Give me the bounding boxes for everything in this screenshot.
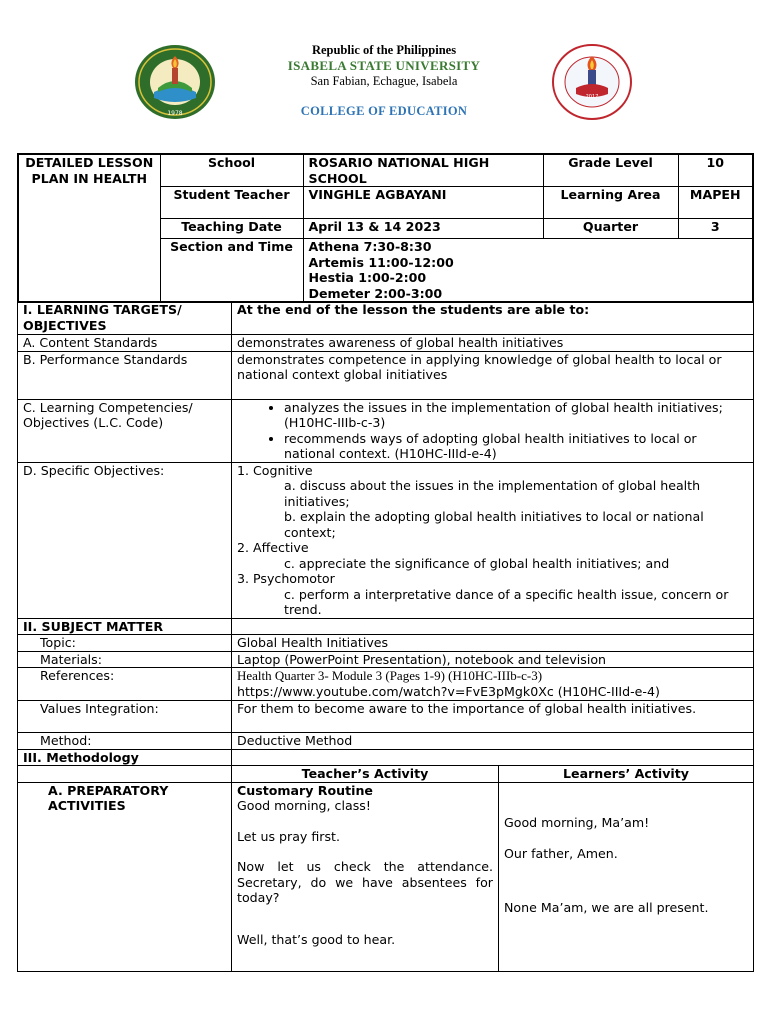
psychomotor-heading: 3. Psychomotor [237, 571, 335, 586]
competency-item: • recommends ways of adopting global health initiatives to local or national context. (H10HC-IIId-e-4) [284, 431, 748, 462]
materials-value: Laptop (PowerPoint Presentation), notebook and television [232, 651, 754, 668]
affective-c: c. appreciate the significance of global health initiatives; and [284, 555, 670, 571]
topic-value: Global Health Initiatives [232, 635, 754, 652]
objectives-intro: At the end of the lesson the students are able to: [232, 302, 754, 335]
method-label: Method: [18, 733, 232, 750]
competency-item: • analyzes the issues in the implementation of global health initiatives; (H10HC-IIIb-c-3) [284, 400, 748, 431]
methodology-value [232, 749, 754, 766]
specific-objectives-value [232, 462, 754, 618]
lesson-info-table [17, 153, 754, 303]
isu-seal-icon [134, 44, 216, 120]
rnhs-seal-year: 2017 [585, 94, 599, 100]
teacher-activity-cell [232, 782, 499, 971]
references-label: References: [18, 668, 232, 701]
header-college: COLLEGE OF EDUCATION [300, 104, 468, 118]
affective-heading: 2. Affective [237, 540, 309, 555]
teacher-attendance: Now let us check the attendance. Secretary, do we have absentees for today? [237, 859, 493, 905]
competencies-value [232, 399, 754, 462]
teaching-date-value: April 13 & 14 2023 [303, 219, 543, 239]
quarter-label: Quarter [543, 219, 678, 239]
preparatory-activities-label: A. PREPARATORY ACTIVITIES [18, 782, 232, 971]
method-value: Deductive Method [232, 733, 754, 750]
values-integration-value: For them to become aware to the importance of global health initiatives. [232, 701, 754, 733]
references-value [232, 668, 754, 701]
performance-standards-label: B. Performance Standards [18, 351, 232, 399]
lesson-plan-title: DETAILED LESSON PLAN IN HEALTH [18, 154, 160, 302]
teacher-greeting: Good morning, class! [237, 798, 371, 813]
cognitive-b: b. explain the adopting global health initiatives to local or national context; [284, 509, 704, 540]
content-standards-label: A. Content Standards [18, 335, 232, 352]
teaching-date-label: Teaching Date [160, 219, 303, 239]
learner-activity-cell [499, 782, 754, 971]
learner-activity-header: Learners’ Activity [499, 766, 754, 783]
teacher-prayer: Let us pray first. [237, 828, 340, 844]
student-teacher-label: Student Teacher [160, 187, 303, 219]
lesson-plan-table [17, 301, 754, 972]
header-university: ISABELA STATE UNIVERSITY [287, 58, 481, 73]
reference-module: Health Quarter 3- Module 3 (Pages 1-9) (H10HC-IIIb-c-3) [237, 668, 543, 683]
competencies-label: C. Learning Competencies/ Objectives (L.C. Code) [18, 399, 232, 462]
header-address: San Fabian, Echague, Isabela [310, 74, 458, 88]
learner-greeting: Good morning, Ma’am! [504, 814, 650, 830]
section-time-label: Section and Time [160, 239, 303, 303]
psychomotor-c: c. perform a interpretative dance of a specific health issue, concern or trend. [284, 586, 729, 617]
rnhs-seal-icon [552, 44, 632, 120]
subject-matter-label: II. SUBJECT MATTER [18, 618, 232, 635]
learning-area-value: MAPEH [678, 187, 753, 219]
specific-objectives-label: D. Specific Objectives: [18, 462, 232, 618]
learner-prayer: Our father, Amen. [504, 846, 618, 861]
teacher-response: Well, that’s good to hear. [237, 931, 396, 947]
grade-level-label: Grade Level [543, 154, 678, 187]
section-demeter: Demeter 2:00-3:00 [308, 285, 443, 301]
performance-standards-value: demonstrates competence in applying knowledge of global health to local or national context global initiatives [232, 351, 754, 399]
isu-seal-year: 1978 [167, 110, 183, 117]
cognitive-a: a. discuss about the issues in the implementation of global health initiatives; [284, 478, 701, 509]
objectives-label: I. LEARNING TARGETS/ OBJECTIVES [18, 302, 232, 335]
school-value: ROSARIO NATIONAL HIGH SCHOOL [303, 154, 543, 187]
header-republic: Republic of the Philippines [311, 43, 457, 57]
cognitive-heading: 1. Cognitive [237, 462, 313, 478]
grade-level-value: 10 [678, 154, 753, 187]
student-teacher-value: VINGHLE AGBAYANI [303, 187, 543, 219]
activity-header-blank [18, 766, 232, 783]
materials-label: Materials: [18, 651, 232, 668]
school-label: School [160, 154, 303, 187]
reference-link[interactable]: https://www.youtube.com/watch?v=FvE3pMgk0Xc (H10HC-IIId-e-4) [237, 683, 660, 699]
learning-area-label: Learning Area [543, 187, 678, 219]
topic-label: Topic: [18, 635, 232, 652]
values-integration-label: Values Integration: [18, 701, 232, 733]
section-time-value [303, 239, 753, 303]
section-artemis: Artemis 11:00-12:00 [308, 254, 454, 270]
teacher-activity-header: Teacher’s Activity [232, 766, 499, 783]
customary-routine-heading: Customary Routine [237, 782, 373, 798]
subject-matter-value [232, 618, 754, 635]
methodology-label: III. Methodology [18, 749, 232, 766]
section-athena: Athena 7:30-8:30 [308, 239, 432, 254]
content-standards-value: demonstrates awareness of global health initiatives [232, 335, 754, 352]
section-hestia: Hestia 1:00-2:00 [308, 270, 427, 285]
quarter-value: 3 [678, 219, 753, 239]
learner-attendance: None Ma’am, we are all present. [504, 899, 709, 915]
